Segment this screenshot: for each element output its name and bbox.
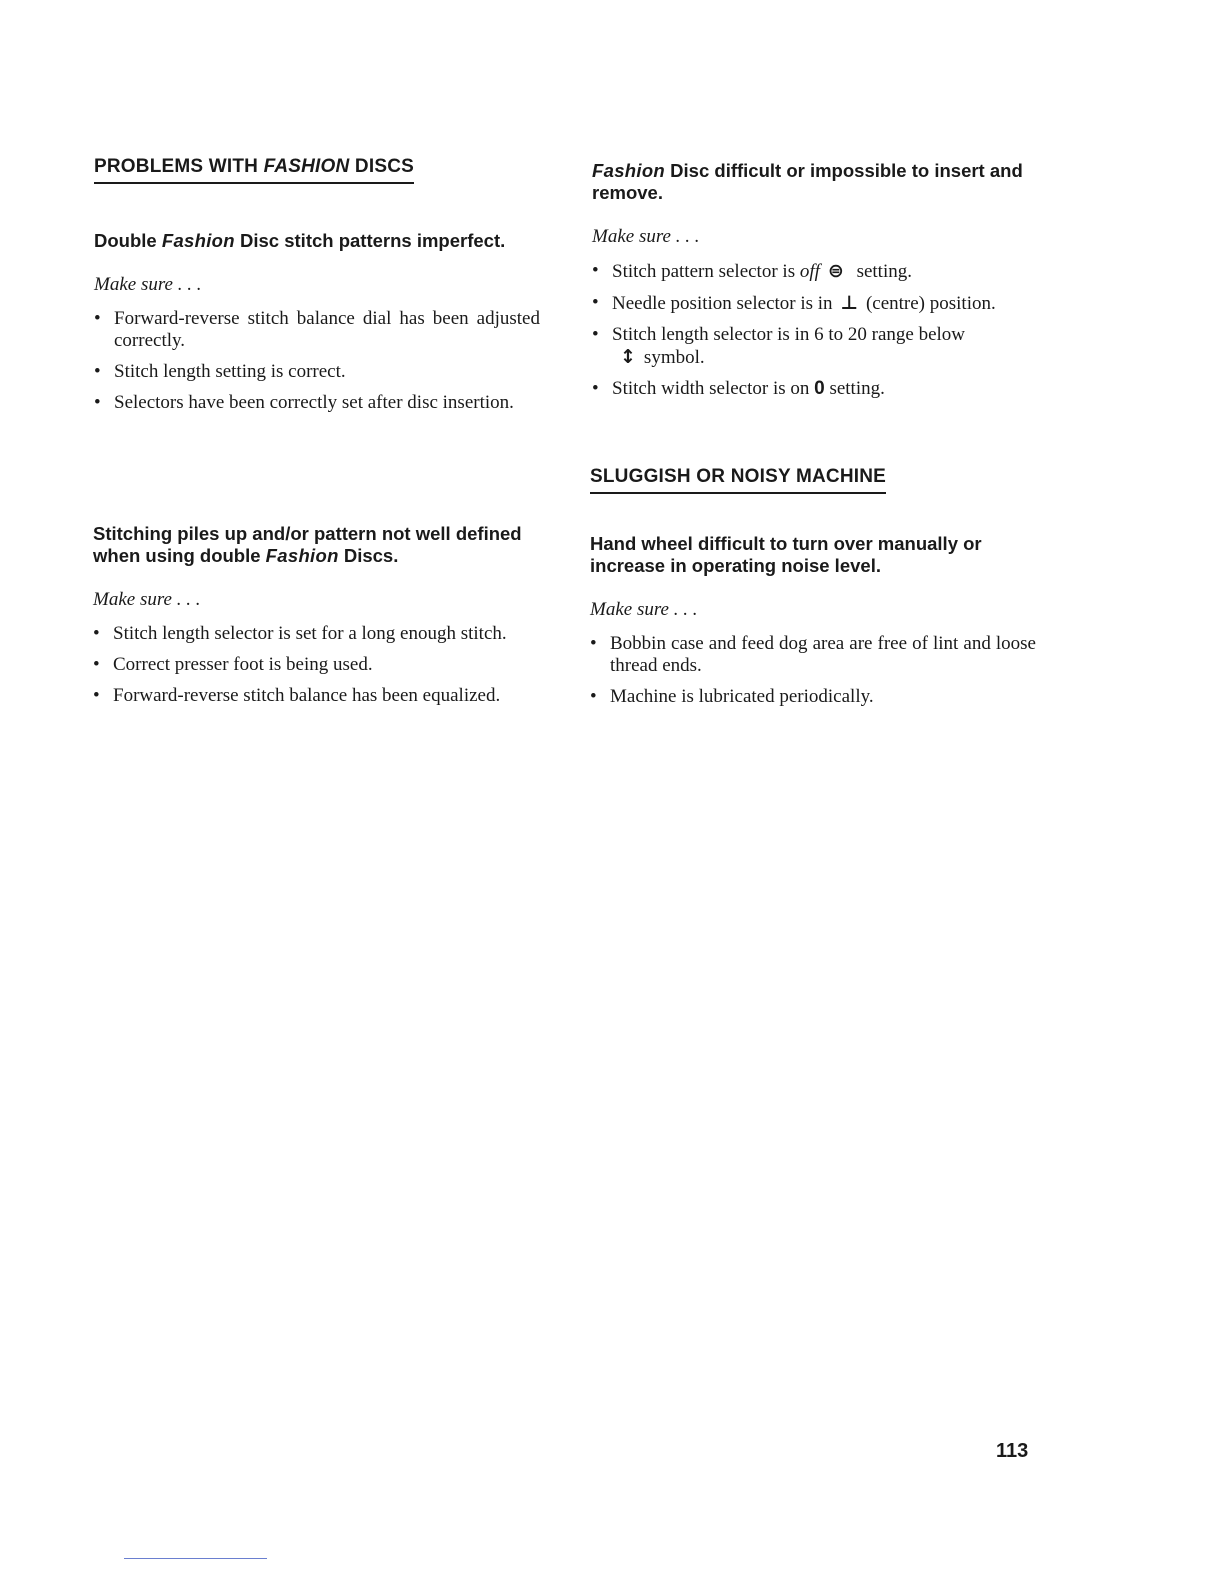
list-item: • Forward-reverse stitch balance dial has been adjusted correctly. — [94, 308, 540, 352]
left-problem-2 — [93, 523, 539, 716]
left-problem-1 — [94, 230, 540, 423]
list-item: • Stitch length setting is correct. — [94, 361, 540, 383]
problem-title: Stitching piles up and/or pattern not well defined when using double Fashion Discs. — [93, 523, 522, 566]
list-item: • Machine is lubricated periodically. — [590, 686, 1036, 708]
list-item: • Stitch width selector is on 0 setting. — [592, 378, 1038, 400]
list-item: • Stitch length selector is in 6 to 20 range below ↕ symbol. — [592, 324, 1038, 369]
footer-divider — [124, 1558, 267, 1559]
list-item: • Needle position selector is in ⊥ (centre) position. — [592, 292, 1038, 315]
checklist — [94, 308, 540, 414]
list-item: • Selectors have been correctly set after disc insertion. — [94, 392, 540, 414]
list-item: • Stitch pattern selector is off ⊜ setting. — [592, 260, 1038, 283]
make-sure: Make sure . . . — [93, 589, 201, 610]
checklist — [592, 260, 1038, 400]
list-item: • Stitch length selector is set for a long enough stitch. — [93, 623, 539, 645]
list-item: • Correct presser foot is being used. — [93, 654, 539, 676]
problem-title: Double Fashion Disc stitch patterns imperfect. — [94, 230, 506, 251]
left-section-title: PROBLEMS WITH FASHION DISCS — [94, 156, 414, 184]
right-problem-2 — [590, 533, 1036, 717]
right-section-title: SLUGGISH OR NOISY MACHINE — [590, 466, 886, 494]
make-sure: Make sure . . . — [590, 599, 698, 620]
checklist — [93, 623, 539, 707]
make-sure: Make sure . . . — [94, 274, 202, 295]
page-number: 113 — [996, 1440, 1029, 1462]
needle-centre-icon: ⊥ — [840, 292, 858, 314]
checklist — [590, 633, 1036, 708]
stitch-length-icon: ↕ — [620, 346, 636, 368]
make-sure: Make sure . . . — [592, 226, 700, 247]
problem-title: Hand wheel difficult to turn over manually or increase in operating noise level. — [590, 533, 982, 576]
list-item: • Bobbin case and feed dog area are free of lint and loose thread ends. — [590, 633, 1036, 677]
problem-title: Fashion Disc difficult or impossible to insert and remove. — [592, 160, 1023, 203]
stitch-off-icon: ⊜ — [827, 260, 844, 282]
right-problem-1 — [592, 160, 1038, 409]
list-item: • Forward-reverse stitch balance has been equalized. — [93, 685, 539, 707]
